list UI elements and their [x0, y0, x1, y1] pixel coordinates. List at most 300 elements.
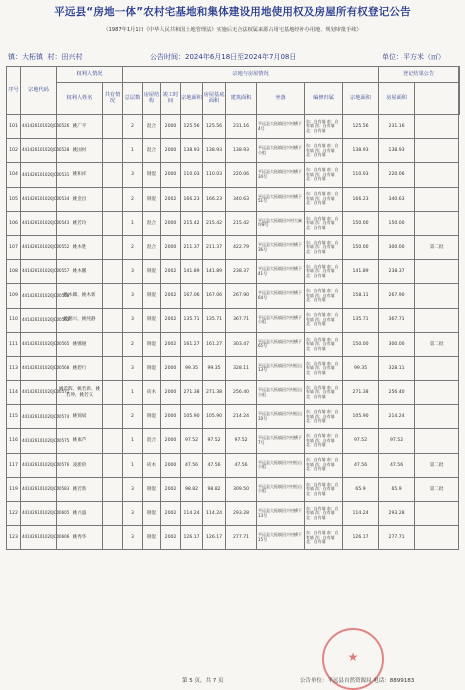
cell-code: 441426101020JC00583 [21, 477, 57, 501]
cell-build-area: 267.90 [226, 284, 257, 308]
cell-code: 441426101020JC00565 [21, 332, 57, 356]
cell-seq: 108 [7, 260, 21, 284]
cell-seq: 101 [7, 115, 21, 139]
cell-result-land: 158.11 [343, 284, 379, 308]
cell-bounds: 东：自有墙 南：自有墙 西：自有墙 北：自有墙 [305, 260, 343, 284]
cell-code: 441426101020JC00568 [21, 356, 57, 380]
cell-name: 凌新阶 [57, 453, 103, 477]
table-row [7, 477, 460, 501]
table-row [7, 429, 460, 453]
cell-structure: 钢混 [143, 477, 161, 501]
cell-structure: 钢混 [143, 284, 161, 308]
cell-bounds: 东：自有墙 南：自有墙 西：自有墙 北：自有墙 [305, 502, 343, 526]
cell-built: 2000 [161, 139, 181, 163]
cell-land-area: 47.56 [181, 453, 203, 477]
cell-floors: 3 [123, 477, 143, 501]
cell-base-area: 141.89 [203, 260, 226, 284]
cell-built: 2002 [161, 308, 181, 332]
cell-seq: 110 [7, 308, 21, 332]
cell-build-area: 309.50 [226, 477, 257, 501]
table-row [7, 284, 460, 308]
cell-land-area: 271.38 [181, 381, 203, 405]
cell-shared [103, 502, 123, 526]
cell-seq: 123 [7, 526, 21, 550]
cell-remark [415, 115, 459, 139]
cell-shared [103, 187, 123, 211]
registration-table [6, 66, 460, 550]
cell-seq: 115 [7, 405, 21, 429]
cell-location: 平远县大柘镇田兴村横下7号 [257, 429, 305, 453]
cell-result-land: 110.03 [343, 163, 379, 187]
cell-result-house: 300.00 [379, 332, 415, 356]
cell-built: 2000 [161, 115, 181, 139]
cell-remark: 第二批 [415, 453, 459, 477]
table-row [7, 235, 460, 259]
cell-floors: 3 [123, 284, 143, 308]
cell-location: 平远县大柘镇田兴村横下41号 [257, 260, 305, 284]
cell-floors: 2 [123, 187, 143, 211]
header-base-area: 房屋基底面积 [203, 83, 226, 115]
cell-structure: 钢混 [143, 332, 161, 356]
cell-base-area: 125.56 [203, 115, 226, 139]
cell-result-land: 135.71 [343, 308, 379, 332]
cell-floors: 1 [123, 381, 143, 405]
table-row [7, 502, 460, 526]
cell-result-land: 138.93 [343, 139, 379, 163]
cell-result-house: 238.37 [379, 260, 415, 284]
cell-result-land: 271.38 [343, 381, 379, 405]
cell-name: 姚若辉、姚若新、姚若坤、姚若义 [57, 381, 103, 405]
cell-result-house: 231.16 [379, 115, 415, 139]
cell-shared [103, 429, 123, 453]
cell-base-area: 99.35 [203, 356, 226, 380]
cell-result-house: 340.63 [379, 187, 415, 211]
cell-location: 平远县大柘镇田兴村横下34号 [257, 163, 305, 187]
cell-shared [103, 308, 123, 332]
cell-build-area: 277.71 [226, 526, 257, 550]
header-structure: 房屋结构 [143, 83, 161, 115]
cell-seq: 114 [7, 381, 21, 405]
cell-code: 441426101020JC00543 [21, 211, 57, 235]
cell-code: 441426101020JC00526 [21, 115, 57, 139]
cell-shared [103, 260, 123, 284]
cell-land-area: 97.52 [181, 429, 203, 453]
cell-code: 441426101020JC00552 [21, 235, 57, 259]
cell-result-land: 99.35 [343, 356, 379, 380]
cell-name: 姚木卿、姚木新 [57, 284, 103, 308]
cell-bounds: 东：自有墙 南：自有墙 西：自有墙 北：自有墙 [305, 526, 343, 550]
cell-built: 2002 [161, 526, 181, 550]
cell-land-area: 166.23 [181, 187, 203, 211]
cell-location: 平远县大柘镇田兴村横下51号 [257, 187, 305, 211]
cell-location: 平远县大柘镇田兴村横下15号 [257, 526, 305, 550]
cell-build-area: 422.79 [226, 235, 257, 259]
cell-base-area: 215.42 [203, 211, 226, 235]
cell-structure: 钢混 [143, 502, 161, 526]
cell-bounds: 东：自有墙 南：自有墙 西：自有墙 北：自有墙 [305, 163, 343, 187]
table-row [7, 332, 460, 356]
table-row [7, 526, 460, 550]
cell-result-land: 97.52 [343, 429, 379, 453]
cell-structure: 钢混 [143, 308, 161, 332]
cell-seq: 122 [7, 502, 21, 526]
cell-name: 姚若新 [57, 477, 103, 501]
header-bounds: 编修归属 [305, 83, 343, 115]
cell-floors: 2 [123, 332, 143, 356]
cell-built: 2002 [161, 284, 181, 308]
cell-build-area: 340.63 [226, 187, 257, 211]
village-text: 村：田兴村 [47, 53, 83, 61]
table-row [7, 405, 460, 429]
cell-result-house: 367.71 [379, 308, 415, 332]
cell-base-area: 114.24 [203, 502, 226, 526]
cell-build-area: 220.06 [226, 163, 257, 187]
header-floors: 总层数 [123, 83, 143, 115]
cell-built: 2002 [161, 477, 181, 501]
cell-name: 姚锦斌 [57, 405, 103, 429]
cell-result-house: 138.93 [379, 139, 415, 163]
cell-result-land: 126.17 [343, 526, 379, 550]
cell-seq: 117 [7, 453, 21, 477]
cell-structure: 混合 [143, 139, 161, 163]
table-row [7, 453, 460, 477]
cell-remark [415, 405, 459, 429]
period-label: 公告时间：2024年6月18日至2024年7月08日 [150, 53, 297, 61]
cell-built: 2002 [161, 502, 181, 526]
cell-build-area: 256.40 [226, 381, 257, 405]
cell-result-land: 47.56 [343, 453, 379, 477]
cell-shared [103, 356, 123, 380]
table-row [7, 211, 460, 235]
cell-built: 2002 [161, 332, 181, 356]
cell-built: 2000 [161, 405, 181, 429]
cell-base-area: 126.17 [203, 526, 226, 550]
cell-name: 姚木鹏 [57, 260, 103, 284]
cell-land-area: 138.93 [181, 139, 203, 163]
cell-bounds: 东：自有墙 南：自有墙 西：自有墙 北：自有墙 [305, 405, 343, 429]
cell-floors: 3 [123, 163, 143, 187]
cell-built: 2000 [161, 235, 181, 259]
cell-build-area: 215.42 [226, 211, 257, 235]
cell-seq: 113 [7, 356, 21, 380]
cell-bounds: 东：自有墙 南：自有墙 西：自有墙 北：自有墙 [305, 477, 343, 501]
cell-base-area: 110.03 [203, 163, 226, 187]
cell-name: 姚木胜 [57, 235, 103, 259]
table-row [7, 187, 460, 211]
cell-remark: 第二批 [415, 332, 459, 356]
cell-shared [103, 163, 123, 187]
cell-build-area: 47.56 [226, 453, 257, 477]
cell-base-area: 271.38 [203, 381, 226, 405]
cell-result-land: 150.00 [343, 235, 379, 259]
cell-land-area: 125.56 [181, 115, 203, 139]
cell-location: 平远县大柘镇田兴村横下小组 [257, 139, 305, 163]
table-row [7, 139, 460, 163]
official-seal-stamp: ★ [322, 628, 384, 690]
page-indicator: 第 5 页，共 7 页 [182, 678, 224, 684]
cell-land-area: 105.90 [181, 405, 203, 429]
cell-name: 姚金昌 [57, 187, 103, 211]
publisher-info: 公告单位：平远县自然资源局 电话：8899183 [300, 678, 415, 684]
cell-shared [103, 115, 123, 139]
cell-remark [415, 308, 459, 332]
cell-result-house: 293.28 [379, 502, 415, 526]
header-result-group: 登记结果公告 [379, 67, 459, 83]
cell-result-house: 65.9 [379, 477, 415, 501]
header-land-area: 宗地面积 [181, 83, 203, 115]
cell-bounds: 东：自有墙 南：自有墙 西：自有墙 北：自有墙 [305, 139, 343, 163]
cell-base-area: 138.93 [203, 139, 226, 163]
cell-remark [415, 163, 459, 187]
cell-code: 441426101020JC00534 [21, 187, 57, 211]
cell-remark [415, 211, 459, 235]
cell-result-house: 328.11 [379, 356, 415, 380]
cell-location: 平远县大柘镇田兴村横下13号 [257, 502, 305, 526]
cell-shared [103, 332, 123, 356]
notice-title: 平远县“房地一体”农村宅基地和集体建设用地使用权及房屋所有权登记公告 [54, 6, 411, 18]
cell-bounds: 东：自有墙 南：自有墙 西：自有墙 北：自有墙 [305, 356, 343, 380]
header-shared: 共有情况 [103, 83, 123, 115]
cell-result-land: 166.23 [343, 187, 379, 211]
cell-result-house: 267.90 [379, 284, 415, 308]
cell-result-house: 150.00 [379, 211, 415, 235]
cell-seq: 107 [7, 235, 21, 259]
cell-bounds: 东：自有墙 南：自有墙 西：自有墙 北：自有墙 [305, 308, 343, 332]
cell-code: 441426101020JC00558 [21, 284, 57, 308]
cell-shared [103, 284, 123, 308]
cell-seq: 102 [7, 139, 21, 163]
cell-base-area: 105.90 [203, 405, 226, 429]
cell-land-area: 126.17 [181, 526, 203, 550]
cell-code: 441426101020JC00531 [21, 163, 57, 187]
cell-land-area: 99.35 [181, 356, 203, 380]
cell-floors: 2 [123, 235, 143, 259]
cell-seq: 116 [7, 429, 21, 453]
cell-base-area: 161.27 [203, 332, 226, 356]
table-row [7, 115, 460, 139]
header-result-land: 宗地面积 [343, 83, 379, 115]
cell-structure: 钢混 [143, 260, 161, 284]
cell-result-land: 125.56 [343, 115, 379, 139]
cell-location: 平远县大柘镇田兴村横下65号 [257, 332, 305, 356]
cell-build-area: 367.71 [226, 308, 257, 332]
cell-land-area: 211.37 [181, 235, 203, 259]
cell-land-area: 215.42 [181, 211, 203, 235]
cell-bounds: 东：自有墙 南：自有墙 西：自有墙 北：自有墙 [305, 115, 343, 139]
cell-built: 2002 [161, 187, 181, 211]
cell-result-land: 65.9 [343, 477, 379, 501]
cell-structure: 钢混 [143, 187, 161, 211]
cell-structure: 钢混 [143, 526, 161, 550]
cell-code: 441426101020JC00605 [21, 502, 57, 526]
cell-land-area: 98.82 [181, 477, 203, 501]
cell-shared [103, 405, 123, 429]
cell-land-area: 114.24 [181, 502, 203, 526]
cell-location: 平远县大柘镇田兴村松山小组 [257, 453, 305, 477]
table-row [7, 381, 460, 405]
cell-code: 441426101020JC00606 [21, 526, 57, 550]
cell-remark [415, 139, 459, 163]
cell-bounds: 东：自有墙 南：自有墙 西：自有墙 北：自有墙 [305, 381, 343, 405]
cell-base-area: 166.23 [203, 187, 226, 211]
cell-land-area: 141.89 [181, 260, 203, 284]
cell-build-area: 303.47 [226, 332, 257, 356]
cell-build-area: 293.28 [226, 502, 257, 526]
cell-land-area: 135.71 [181, 308, 203, 332]
cell-seq: 111 [7, 332, 21, 356]
table-row [7, 163, 460, 187]
cell-built: 2000 [161, 211, 181, 235]
cell-floors: 3 [123, 308, 143, 332]
cell-code: 441426101020JC00574 [21, 405, 57, 429]
cell-floors: 1 [123, 453, 143, 477]
cell-base-area: 167.06 [203, 284, 226, 308]
header-build-area: 建筑面积 [226, 83, 257, 115]
cell-shared [103, 235, 123, 259]
cell-name: 姚兴盛 [57, 502, 103, 526]
cell-structure: 砖木 [143, 453, 161, 477]
cell-base-area: 47.56 [203, 453, 226, 477]
table-row [7, 308, 460, 332]
cell-floors: 3 [123, 502, 143, 526]
cell-name: 姚国材 [57, 139, 103, 163]
town-label [8, 52, 82, 62]
cell-build-area: 138.93 [226, 139, 257, 163]
cell-code: 441426101020JC00576 [21, 453, 57, 477]
cell-floors: 3 [123, 356, 143, 380]
cell-built: 2000 [161, 163, 181, 187]
table-row [7, 356, 460, 380]
header-land-group: 宗地与房屋情况 [123, 67, 379, 83]
cell-floors: 3 [123, 260, 143, 284]
cell-bounds: 东：自有墙 南：自有墙 西：自有墙 北：自有墙 [305, 235, 343, 259]
cell-base-area: 97.52 [203, 429, 226, 453]
cell-location: 平远县大柘镇田兴村大麻坪8号 [257, 211, 305, 235]
cell-structure: 混合 [143, 429, 161, 453]
cell-build-area: 238.37 [226, 260, 257, 284]
cell-structure: 砖木 [143, 381, 161, 405]
cell-result-house: 47.56 [379, 453, 415, 477]
cell-result-house: 300.00 [379, 235, 415, 259]
cell-remark [415, 502, 459, 526]
cell-result-house: 214.24 [379, 405, 415, 429]
cell-structure: 钢混 [143, 163, 161, 187]
header-location: 坐落 [257, 83, 305, 115]
cell-shared [103, 211, 123, 235]
cell-remark: 第二批 [415, 235, 459, 259]
cell-shared [103, 526, 123, 550]
cell-remark: 第二批 [415, 477, 459, 501]
cell-name: 姚娜娅 [57, 332, 103, 356]
cell-bounds: 东：自有墙 南：自有墙 西：自有墙 北：自有墙 [305, 284, 343, 308]
cell-result-house: 220.06 [379, 163, 415, 187]
cell-result-house: 277.71 [379, 526, 415, 550]
town-text: 镇：大柘镇 [8, 53, 43, 61]
cell-bounds: 东：自有墙 南：自有墙 西：自有墙 北：自有墙 [305, 453, 343, 477]
cell-seq: 109 [7, 284, 21, 308]
cell-remark [415, 260, 459, 284]
cell-base-area: 135.71 [203, 308, 226, 332]
cell-build-area: 328.11 [226, 356, 257, 380]
cell-built: 2000 [161, 381, 181, 405]
cell-name: 姚碧行 [57, 356, 103, 380]
cell-shared [103, 453, 123, 477]
cell-remark [415, 429, 459, 453]
cell-name: 姚秀华 [57, 526, 103, 550]
cell-structure: 混合 [143, 115, 161, 139]
cell-remark [415, 526, 459, 550]
cell-location: 平远县大柘镇田兴村松山13号 [257, 356, 305, 380]
cell-location: 平远县大柘镇田兴村松山小组 [257, 381, 305, 405]
cell-base-area: 98.82 [203, 477, 226, 501]
cell-location: 平远县大柘镇田兴村松山10号 [257, 405, 305, 429]
cell-seq: 119 [7, 477, 21, 501]
header-built: 竣工时间 [161, 83, 181, 115]
cell-bounds: 东：自有墙 南：自有墙 西：自有墙 北：自有墙 [305, 332, 343, 356]
cell-result-land: 105.90 [343, 405, 379, 429]
cell-location: 平远县大柘镇田兴村横下4号 [257, 115, 305, 139]
cell-built: 2000 [161, 356, 181, 380]
table-row [7, 260, 460, 284]
cell-result-house: 256.40 [379, 381, 415, 405]
cell-shared [103, 477, 123, 501]
cell-code: 441426101020JC00528 [21, 139, 57, 163]
cell-floors: 1 [123, 139, 143, 163]
cell-build-area: 97.52 [226, 429, 257, 453]
cell-name: 姚素芦 [57, 429, 103, 453]
cell-floors: 2 [123, 405, 143, 429]
header-seq: 序号 [7, 67, 21, 115]
cell-base-area: 211.37 [203, 235, 226, 259]
cell-structure: 钢混 [143, 356, 161, 380]
unit-label: 单位：平方米（㎡） [382, 53, 445, 61]
cell-floors: 1 [123, 211, 143, 235]
cell-name: 姚若玲 [57, 211, 103, 235]
cell-built: 2002 [161, 260, 181, 284]
header-remark [459, 67, 460, 115]
cell-result-land: 150.00 [343, 332, 379, 356]
notice-subtitle: （1987年1月1日《中华人民共和国土地管理法》实施后无合法权属来源占用宅基地经补办用地、规划审批手续） [103, 27, 362, 33]
cell-build-area: 231.16 [226, 115, 257, 139]
header-name: 权利人姓名 [57, 83, 103, 115]
cell-land-area: 110.03 [181, 163, 203, 187]
cell-remark [415, 356, 459, 380]
cell-structure: 混合 [143, 211, 161, 235]
cell-land-area: 161.27 [181, 332, 203, 356]
cell-code: 441426101020JC00563 [21, 308, 57, 332]
cell-remark [415, 187, 459, 211]
cell-structure: 混合 [143, 235, 161, 259]
cell-shared [103, 381, 123, 405]
cell-seq: 106 [7, 211, 21, 235]
cell-code: 441426101020JC00571 [21, 381, 57, 405]
cell-bounds: 东：自有墙 南：自有墙 西：自有墙 北：自有墙 [305, 429, 343, 453]
cell-location: 平远县大柘镇田兴村横下36号 [257, 235, 305, 259]
cell-name: 姚广平 [57, 115, 103, 139]
cell-structure: 钢混 [143, 405, 161, 429]
cell-bounds: 东：自有墙 南：自有墙 西：自有墙 北：自有墙 [305, 211, 343, 235]
cell-floors: 2 [123, 115, 143, 139]
cell-built: 2000 [161, 453, 181, 477]
cell-name: 姚鹏兴、姚纯静 [57, 308, 103, 332]
cell-result-land: 150.00 [343, 211, 379, 235]
cell-name: 姚和祥 [57, 163, 103, 187]
cell-shared [103, 139, 123, 163]
cell-bounds: 东：自有墙 南：自有墙 西：自有墙 北：自有墙 [305, 187, 343, 211]
header-rights-group: 权利人情况 [57, 67, 123, 83]
cell-land-area: 167.06 [181, 284, 203, 308]
header-result-house: 房屋面积 [379, 83, 415, 115]
